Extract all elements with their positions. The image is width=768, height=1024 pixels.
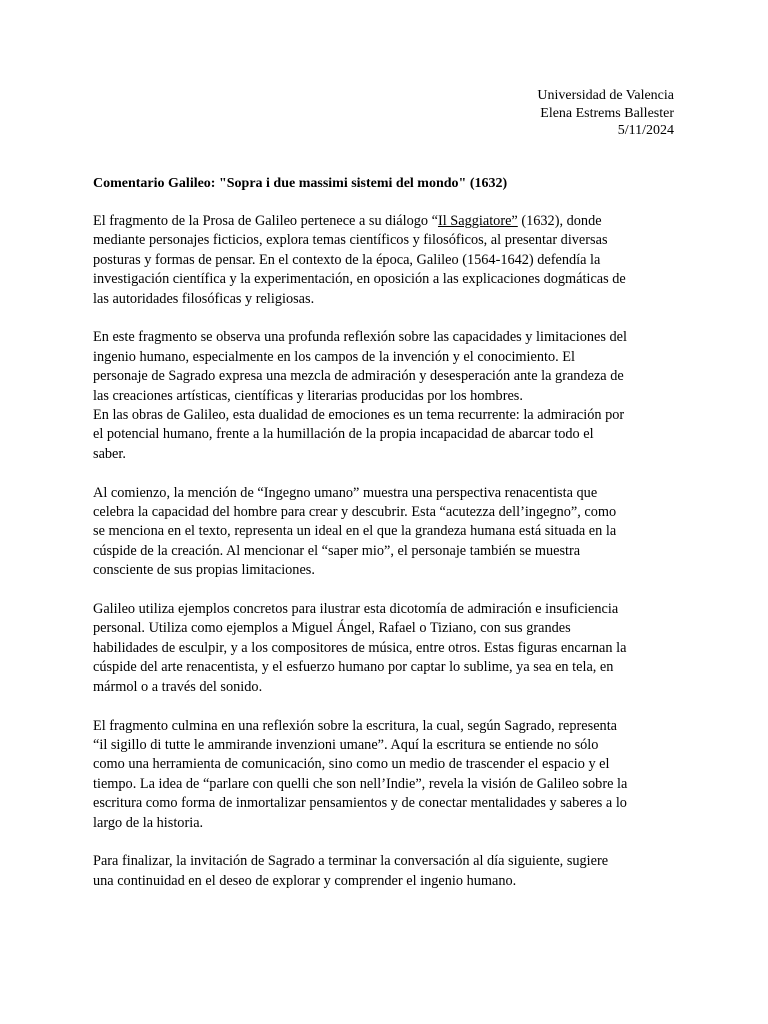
paragraph-line: como una herramienta de comunicación, sino como un medio de trascender el espacio y el xyxy=(93,756,610,773)
paragraph-line: personaje de Sagrado expresa una mezcla de admiración y desesperación ante la grandeza de xyxy=(93,368,624,385)
paragraph-line: se menciona en el texto, representa un ideal en el que la grandeza humana está situada en la xyxy=(93,523,617,540)
paragraph-line: Para finalizar, la invitación de Sagrado a terminar la conversación al día siguiente, sugiere xyxy=(93,853,609,870)
paragraph-line: posturas y formas de pensar. En el contexto de la época, Galileo (1564-1642) defendía la xyxy=(93,251,601,268)
paragraph-line: cúspide del arte renacentista, y el esfuerzo humano por captar lo sublime, ya sea en tela, en xyxy=(93,659,614,676)
paragraph-line: habilidades de esculpir, y a los compositores de música, entre otros. Estas figuras encarnan la xyxy=(93,639,627,656)
paragraph-line: tiempo. La idea de “parlare con quelli che son nell’Indie”, revela la visión de Galileo sobre la xyxy=(93,775,628,792)
paragraph-line: “il sigillo di tutte le ammirande invenzioni umane”. Aquí la escritura se entiende no sólo xyxy=(93,736,599,753)
paragraph xyxy=(93,852,683,891)
paragraph-line: las creaciones artísticas, científicas y literarias producidas por los hombres. xyxy=(93,387,523,404)
paragraph-line: En este fragmento se observa una profunda reflexión sobre las capacidades y limitaciones del xyxy=(93,329,627,346)
paragraph-line: ingenio humano, especialmente en los campos de la invención y el conocimiento. El xyxy=(93,348,575,365)
paragraph-line: largo de la historia. xyxy=(93,814,204,831)
paragraph xyxy=(93,328,683,464)
paragraph-line xyxy=(93,212,683,231)
document-date: 5/11/2024 xyxy=(617,123,674,138)
paragraph-line: escritura como forma de inmortalizar pensamientos y de conectar mentalidades y saberes a lo xyxy=(93,795,627,812)
paragraph-line: cúspide de la creación. Al mencionar el “saper mio”, el personaje también se muestra xyxy=(93,542,581,559)
paragraph-line: Al comienzo, la mención de “Ingegno umano” muestra una perspectiva renacentista que xyxy=(93,484,598,501)
paragraph xyxy=(93,212,683,309)
paragraph xyxy=(93,717,683,833)
document-body xyxy=(93,212,683,891)
paragraph-line: saber. xyxy=(93,445,126,462)
paragraph-line: El fragmento culmina en una reflexión sobre la escritura, la cual, según Sagrado, representa xyxy=(93,717,618,734)
paragraph xyxy=(93,600,683,697)
work-title-link[interactable]: Il Saggiatore” xyxy=(437,213,518,229)
paragraph-line: Galileo utiliza ejemplos concretos para ilustrar esta dicotomía de admiración e insuficiencia xyxy=(93,601,619,618)
paragraph-line: personal. Utiliza como ejemplos a Miguel Ángel, Rafael o Tiziano, con sus grandes xyxy=(93,620,571,637)
paragraph-line: mármol o a través del sonido. xyxy=(93,678,263,695)
line-text: (1632), donde xyxy=(517,213,602,229)
institution-name: Universidad de Valencia xyxy=(537,88,674,103)
paragraph-line: las autoridades filosóficas y religiosas. xyxy=(93,290,315,307)
author-name: Elena Estrems Ballester xyxy=(540,105,674,121)
paragraph-line: celebra la capacidad del hombre para crear y descubrir. Esta “acutezza dell’ingegno”, como xyxy=(93,504,617,521)
paragraph-line: En las obras de Galileo, esta dualidad de emociones es un tema recurrente: la admiración por xyxy=(93,407,625,424)
paragraph-line: consciente de sus propias limitaciones. xyxy=(93,562,315,579)
paragraph xyxy=(93,484,683,581)
document-title: Comentario Galileo: "Sopra i due massimi sistemi del mondo" (1632) xyxy=(93,176,508,191)
paragraph-line: el potencial humano, frente a la humillación de la propia incapacidad de abarcar todo el xyxy=(93,426,594,443)
line-text: El fragmento de la Prosa de Galileo pertenece a su diálogo “ xyxy=(93,213,438,229)
document-header xyxy=(537,87,674,140)
paragraph-line: investigación científica y la experimentación, en oposición a las explicaciones dogmáticas de xyxy=(93,271,626,288)
paragraph-line: mediante personajes ficticios, explora temas científicos y filosóficos, al presentar diversas xyxy=(93,232,608,249)
paragraph-line: una continuidad en el deseo de explorar y comprender el ingenio humano. xyxy=(93,872,517,889)
